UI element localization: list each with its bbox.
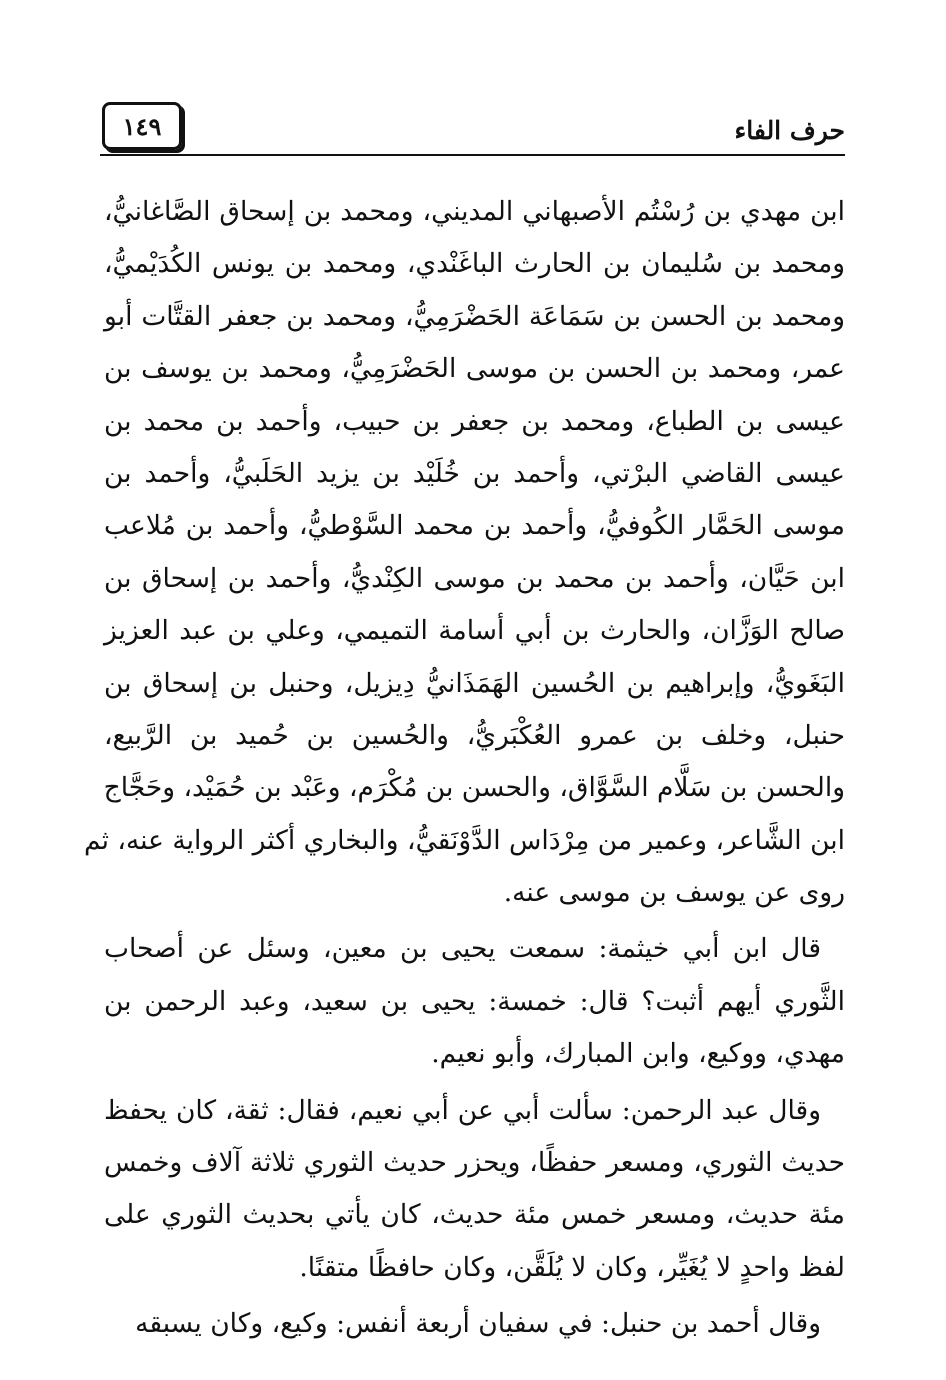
text-line: وقال أحمد بن حنبل: في سفيان أربعة أنفس: وكيع، وكان يسبقه	[135, 1308, 821, 1340]
text-line: عمر، ومحمد بن الحسن بن موسى الحَضْرَمِيُّ، ومحمد بن يوسف بن	[104, 353, 845, 385]
running-title: حرف الفاء	[734, 116, 845, 145]
text-line: عيسى بن الطباع، ومحمد بن جعفر بن حبيب، وأحمد بن محمد بن	[104, 405, 845, 437]
body-text	[83, 186, 845, 1351]
text-line: وقال عبد الرحمن: سألت أبي عن أبي نعيم، فقال: ثقة، كان يحفظ	[104, 1094, 821, 1126]
text-line: ومحمد بن الحسن بن سَمَاعَة الحَضْرَمِيُّ، ومحمد بن جعفر القتَّات أبو	[104, 300, 845, 332]
text-line: البَغَويُّ، وإبراهيم بن الحُسين الهَمَذَانيُّ دِيزيل، وحنبل بن إسحاق بن	[104, 667, 845, 699]
text-line: مهدي، ووكيع، وابن المبارك، وأبو نعيم.	[431, 1038, 845, 1070]
text-line: عيسى القاضي البرْتي، وأحمد بن خُلَيْد بن يزيد الحَلَبيُّ، وأحمد بن	[104, 457, 845, 489]
text-line: ومحمد بن سُليمان بن الحارث الباغَنْدي، ومحمد بن يونس الكُدَيْميُّ،	[104, 248, 845, 280]
paragraph	[104, 1298, 845, 1350]
text-line: موسى الحَمَّار الكُوفيُّ، وأحمد بن محمد السَّوْطيُّ، وأحمد بن مُلاعب	[104, 510, 845, 542]
paragraph	[83, 186, 845, 919]
text-line: ابن الشَّاعر، وعمير من مِرْدَاس الدَّوْنَقيُّ، والبخاري أكثر الرواية عنه، ثم	[83, 824, 845, 856]
header-divider	[100, 154, 845, 156]
text-line: حنبل، وخلف بن عمرو العُكْبَريُّ، والحُسين بن حُميد بن الرَّبيع،	[104, 719, 845, 751]
text-line: ابن حَيَّان، وأحمد بن محمد بن موسى الكِنْديُّ، وأحمد بن إسحاق بن	[104, 562, 845, 594]
text-line: صالح الوَزَّان، والحارث بن أبي أسامة التميمي، وعلي بن عبد العزيز	[104, 615, 845, 647]
text-line: روى عن يوسف بن موسى عنه.	[503, 877, 845, 909]
page-number: ١٤٩	[102, 102, 182, 150]
page-header	[100, 98, 845, 156]
paragraph	[104, 1085, 845, 1295]
text-line: الثَّوري أيهم أثبت؟ قال: خمسة: يحيى بن سعيد، وعبد الرحمن بن	[104, 985, 845, 1017]
text-line: والحسن بن سَلَّام السَّوَّاق، والحسن بن مُكْرَم، وعَبْد بن حُمَيْد، وحَجَّاج	[103, 772, 845, 804]
paragraph	[104, 923, 845, 1080]
text-line: قال ابن أبي خيثمة: سمعت يحيى بن معين، وسئل عن أصحاب	[104, 933, 821, 965]
text-line: مئة حديث، ومسعر خمس مئة حديث، كان يأتي بحديث الثوري على	[104, 1199, 845, 1231]
text-line: حديث الثوري، ومسعر حفظًا، ويحزر حديث الثوري ثلاثة آلاف وخمس	[104, 1147, 845, 1179]
text-line: لفظ واحدٍ لا يُغَيِّر، وكان لا يُلَقَّن، وكان حافظًا متقنًا.	[299, 1251, 845, 1283]
text-line: ابن مهدي بن رُسْتُم الأصبهاني المديني، ومحمد بن إسحاق الصَّاغانيُّ،	[104, 196, 845, 227]
